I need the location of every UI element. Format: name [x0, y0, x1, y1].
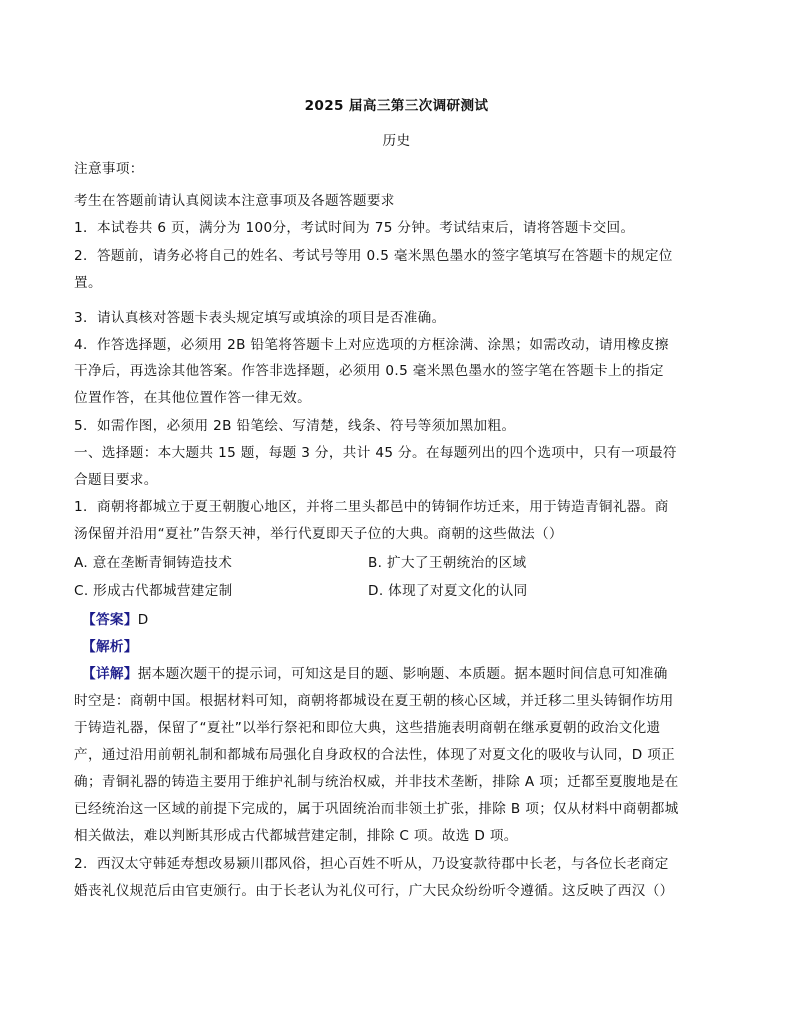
- q1-detail-line-3: 于铸造礼器，保留了“夏社”以举行祭祀和即位大典，这些措施表明商朝在继承夏朝的政治文化遗: [74, 720, 661, 736]
- notice-heading: 注意事项：: [74, 161, 144, 177]
- q1-detail-line-4: 产，通过沿用前朝礼制和都城布局强化自身政权的合法性，体现了对夏文化的吸收与认同，D 项正: [74, 747, 676, 763]
- section-1-heading-line-2: 合题目要求。: [74, 472, 158, 488]
- answer-value: D: [137, 612, 149, 628]
- subject-title: 历史: [382, 133, 411, 149]
- q1-option-c: C. 形成古代都城营建定制: [74, 583, 233, 599]
- q1-option-b: B. 扩大了王朝统治的区域: [368, 555, 527, 571]
- notice-intro: 考生在答题前请认真阅读本注意事项及各题答题要求: [74, 193, 395, 209]
- q1-stem-line-1: 1．商朝将都城立于夏王朝腹心地区，并将二里头都邑中的铸铜作坊迁来，用于铸造青铜礼器。商: [74, 499, 669, 515]
- notice-item-1: 1．本试卷共 6 页，满分为 100分，考试时间为 75 分钟。考试结束后，请将答题卡交回。: [74, 220, 635, 236]
- notice-item-3: 3．请认真核对答题卡表头规定填写或填涂的项目是否准确。: [74, 310, 446, 326]
- q1-detail-line-2: 时空是：商朝中国。根据材料可知，商朝将都城设在夏王朝的核心区域，并迁移二里头铸铜作坊用: [74, 693, 674, 709]
- notice-item-2-line-2: 置。: [74, 275, 102, 291]
- q1-option-d: D. 体现了对夏文化的认同: [368, 583, 528, 599]
- detail-text: 据本题次题干的提示词，可知这是目的题、影响题、本质题。据本题时间信息可知准确: [137, 666, 668, 682]
- section-1-heading-line-1: 一、选择题：本大题共 15 题，每题 3 分，共计 45 分。在每题列出的四个选项中，只有一项最符: [74, 445, 677, 461]
- analysis-label: 【解析】: [82, 639, 138, 655]
- q2-stem-line-1: 2．西汉太守韩延寿想改易颍川郡风俗，担心百姓不听从，乃设宴款待郡中长老，与各位长老商定: [74, 856, 669, 872]
- q1-detail-line-6: 已经统治这一区域的前提下完成的，属于巩固统治而非领土扩张，排除 B 项；仅从材料中商朝都城: [74, 801, 679, 817]
- q1-detail-line-5: 确；青铜礼器的铸造主要用于维护礼制与统治权威，并非技术垄断，排除 A 项；迁都至夏腹地是在: [74, 774, 679, 790]
- detail-label: 【详解】: [82, 666, 138, 682]
- notice-item-2-line-1: 2．答题前，请务必将自己的姓名、考试号等用 0.5 毫米黑色墨水的签字笔填写在答题卡的规定位: [74, 248, 673, 264]
- notice-item-4-line-3: 位置作答，在其他位置作答一律无效。: [74, 390, 312, 406]
- exam-title: 2025 届高三第三次调研测试: [304, 98, 489, 114]
- answer-label: 【答案】: [82, 612, 138, 628]
- q1-detail-line-7: 相关做法，难以判断其形成古代都城营建定制，排除 C 项。故选 D 项。: [74, 828, 518, 844]
- q1-stem-line-2: 汤保留并沿用“夏社”告祭天神，举行代夏即天子位的大典。商朝的这些做法（）: [74, 526, 563, 542]
- notice-item-5: 5．如需作图，必须用 2B 铅笔绘、写清楚，线条、符号等须加黑加粗。: [74, 418, 516, 434]
- q1-detail-line-1: [82, 664, 668, 684]
- q1-answer: [82, 610, 149, 630]
- notice-item-4-line-2: 干净后，再选涂其他答案。作答非选择题，必须用 0.5 毫米黑色墨水的签字笔在答题卡上的指定: [74, 363, 664, 379]
- q2-stem-line-2: 婚丧礼仪规范后由官吏颁行。由于长老认为礼仪可行，广大民众纷纷听令遵循。这反映了西汉（）: [74, 883, 674, 899]
- notice-item-4-line-1: 4．作答选择题，必须用 2B 铅笔将答题卡上对应选项的方框涂满、涂黑；如需改动，请用橡皮擦: [74, 337, 669, 353]
- q1-option-a: A. 意在垄断青铜铸造技术: [74, 555, 233, 571]
